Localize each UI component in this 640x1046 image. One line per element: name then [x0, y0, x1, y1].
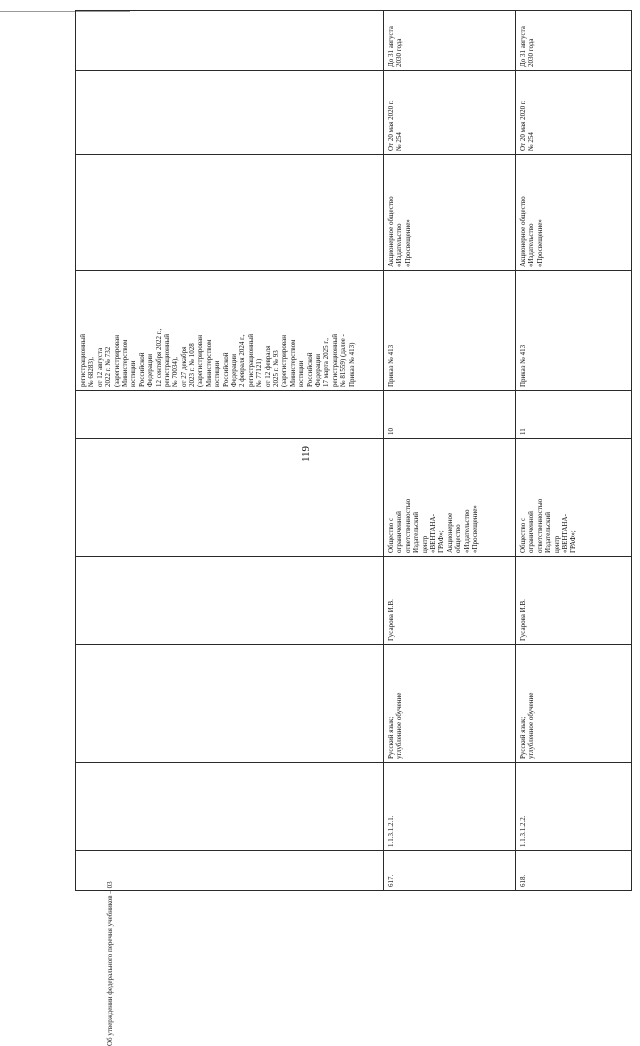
cell-line: ограниченной [395, 511, 404, 553]
cell-line: Общество с [519, 517, 527, 553]
cell-line: Акционерное [445, 512, 454, 553]
cell-line: регистрационный [79, 333, 87, 387]
cell-line: Гусарова И.В. [387, 599, 395, 641]
row-until [384, 11, 516, 71]
row-until [516, 11, 632, 71]
cell-line: Общество с [387, 517, 395, 553]
cell-authors [76, 557, 384, 645]
cell-line: 2 февраля 2024 г., [238, 334, 247, 387]
cell-line: № 68283), [87, 356, 96, 387]
cell-line: регистрационный [330, 333, 339, 387]
cell-num [76, 851, 384, 891]
row-authors [516, 557, 632, 645]
cell-line: № 81559) (далее - [339, 334, 348, 387]
cell-line: от 12 февраля [263, 345, 272, 387]
row-date [516, 71, 632, 155]
cell-line: центр [420, 535, 429, 553]
cell-line: юстиции [213, 360, 222, 387]
row-title [384, 645, 516, 763]
cell-grade [76, 391, 384, 439]
cell-line: № 77121) [255, 358, 264, 387]
cell-title [76, 645, 384, 763]
cell-line: Федерации [313, 353, 322, 387]
cell-line: «Просвещение» [535, 219, 544, 267]
cell-line: «Издательство [395, 223, 404, 267]
cell-line: Российской [137, 352, 146, 387]
cell-producer [76, 155, 384, 271]
cell-line: регистрационный [162, 333, 171, 387]
cell-line: «ВЕНТАНА- [428, 514, 437, 553]
table-frame [75, 11, 635, 891]
cell-line: юстиции [297, 360, 306, 387]
cell-line: № 254 [527, 132, 536, 151]
cell-line: 2023 г. № 1028 [188, 343, 197, 387]
cell-line: Федерации [230, 353, 239, 387]
row-order [384, 271, 516, 391]
cell-line: 17 марта 2025 г., [322, 338, 331, 387]
cell-line: 2022 г. № 732 [104, 346, 113, 387]
row-code: 1.1.3.1.2.2. [516, 763, 632, 851]
cell-line: юстиции [129, 360, 138, 387]
cell-line: регистрационный [246, 333, 255, 387]
cell-line: Российской [221, 352, 230, 387]
cell-line: «ВЕНТАНА- [560, 514, 569, 553]
cell-line: от 12 августа [95, 347, 104, 387]
row-number: 617. [384, 851, 516, 891]
cell-line: «Издательство [462, 509, 471, 553]
cell-line: «Издательство [527, 223, 536, 267]
cell-line: Российской [305, 352, 314, 387]
table-row [384, 11, 516, 891]
cell-line: углубленное обучение [527, 692, 536, 759]
row-grade: 11 [516, 391, 632, 439]
cell-line: 2030 года [395, 38, 404, 67]
cell-line: Акционерное общество [519, 196, 527, 267]
row-authors [384, 557, 516, 645]
table-row-continuation [76, 11, 384, 891]
page-number: 119 [300, 445, 312, 463]
row-publisher [516, 439, 632, 557]
cell-line: «Просвещение» [470, 505, 479, 553]
cell-publisher [76, 439, 384, 557]
cell-line: (зарегистрирован [112, 335, 121, 387]
cell-line: Федерации [146, 353, 155, 387]
cell-line: Министерством [288, 339, 297, 387]
cell-line: № 254 [395, 132, 404, 151]
cell-line: общество [454, 524, 463, 553]
cell-date [76, 71, 384, 155]
cell-line: ГРАФ»; [569, 530, 578, 553]
cell-line: ГРАФ»; [437, 530, 446, 553]
cell-line: ответственностью [403, 498, 412, 553]
cell-line: 2025 г. № 93 [271, 350, 280, 387]
cell-line: 12 сентября 2022 г., [154, 328, 163, 387]
cell-line: Гусарова И.В. [519, 599, 527, 641]
cell-line: До 31 августа [387, 26, 395, 67]
row-publisher [384, 439, 516, 557]
cell-until [76, 11, 384, 71]
row-producer [384, 155, 516, 271]
cell-line: Приказ № 413 [387, 344, 395, 387]
cell-line: «Просвещение» [403, 219, 412, 267]
cell-line: Приказ № 413) [347, 342, 356, 387]
rotated-table-container [75, 11, 635, 891]
row-title [516, 645, 632, 763]
cell-line: (зарегистрирован [280, 335, 289, 387]
cell-order-continuation [76, 271, 384, 391]
row-date [384, 71, 516, 155]
table-row [516, 11, 632, 891]
cell-line: № 70034), [171, 356, 180, 387]
cell-line: Русский язык; [387, 716, 395, 759]
cell-line: центр [552, 535, 561, 553]
document-footer: Об утверждении федерального перечня учебников – 03 [106, 881, 114, 1046]
row-number: 618. [516, 851, 632, 891]
cell-line: Приказ № 413 [519, 344, 527, 387]
cell-line: Акционерное общество [387, 196, 395, 267]
textbook-list-table [75, 10, 632, 891]
cell-line: (зарегистрирован [196, 335, 205, 387]
row-producer [516, 155, 632, 271]
cell-line: Министерством [204, 339, 213, 387]
cell-line: ограниченной [527, 511, 536, 553]
cell-line: Министерством [120, 339, 129, 387]
cell-code [76, 763, 384, 851]
cell-line: От 20 мая 2020 г. [519, 100, 527, 151]
cell-line: До 31 августа [519, 26, 527, 67]
row-code: 1.1.3.1.2.1. [384, 763, 516, 851]
cell-line: 2030 года [527, 38, 536, 67]
cell-line: От 20 мая 2020 г. [387, 100, 395, 151]
cell-line: от 27 декабря [179, 346, 188, 387]
cell-line: ответственностью [535, 498, 544, 553]
cell-line: Издательский [544, 511, 553, 553]
row-order [516, 271, 632, 391]
row-grade: 10 [384, 391, 516, 439]
cell-line: Издательский [412, 511, 421, 553]
cell-line: Русский язык; [519, 716, 527, 759]
cell-line: углубленное обучение [395, 692, 404, 759]
